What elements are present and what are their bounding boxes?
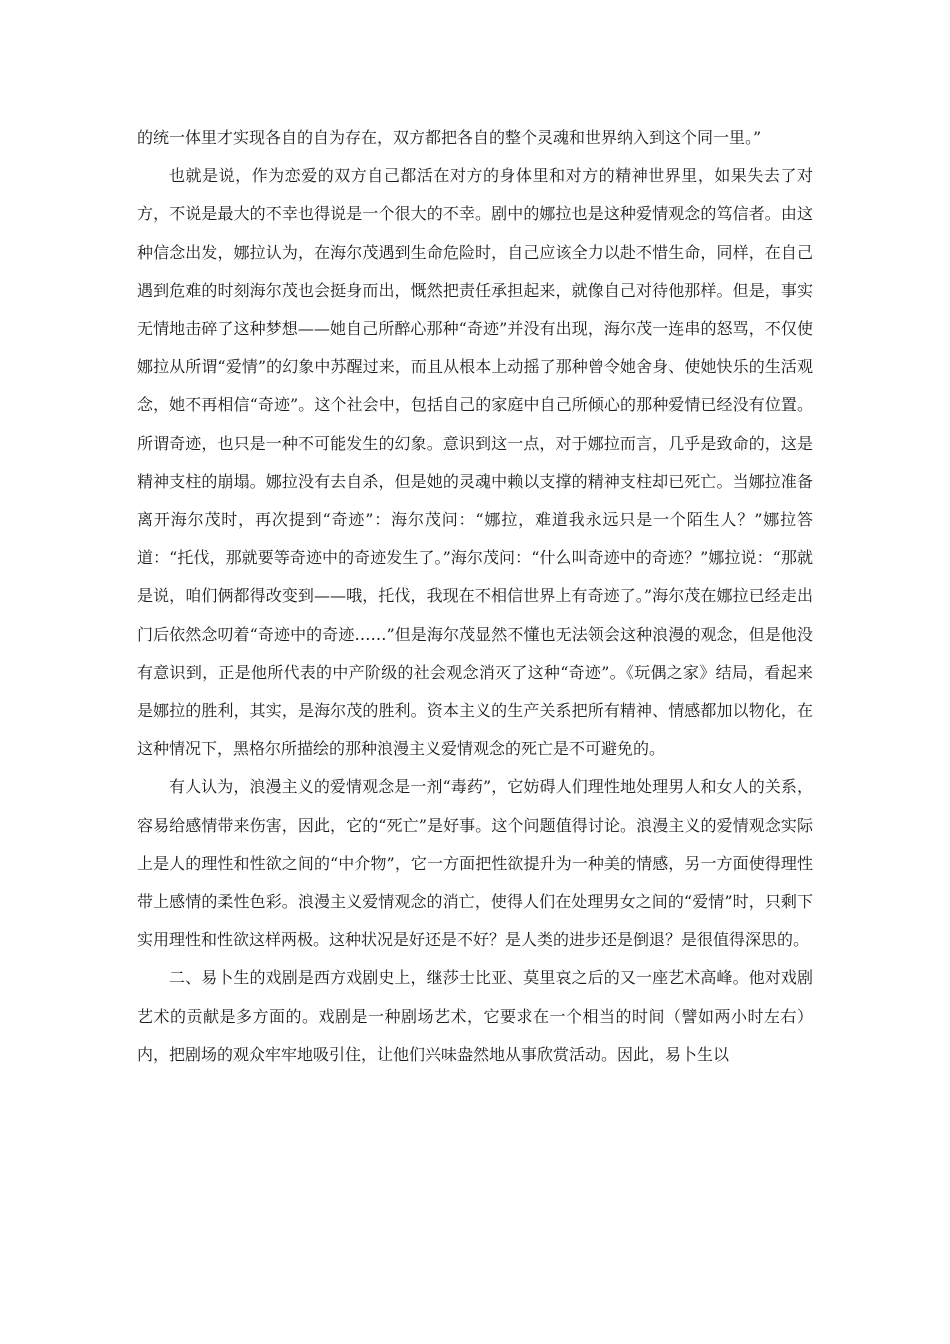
paragraph-ibsen-drama: 二、易卜生的戏剧是西方戏剧史上，继莎士比亚、莫里哀之后的又一座艺术高峰。他对戏剧艺术的贡献是多方面的。戏剧是一种剧场艺术，它要求在一个相当的时间（譬如两小时左右）内，把剧场的观众牢牢地吸引住，让他们兴味盎然地从事欣赏活动。因此，易卜生以: [137, 968, 813, 1064]
document-page: [137, 119, 813, 1074]
paragraph-quote-ending: 的统一体里才实现各自的自为存在，双方都把各自的整个灵魂和世界纳入到这个同一里。”: [137, 128, 762, 147]
paragraph-nora-miracle: 也就是说，作为恋爱的双方自己都活在对方的身体里和对方的精神世界里，如果失去了对方，不说是最大的不幸也得说是一个很大的不幸。剧中的娜拉也是这种爱情观念的笃信者。由这种信念出发，娜拉认为，在海尔茂遇到生命危险时，自己应该全力以赴不惜生命，同样，在自己遇到危难的时刻海尔茂也会挺身而出，慨然把责任承担起来，就像自己对待他那样。但是，事实无情地击碎了这种梦想——她自己所醉心那种“奇迹”并没有出现，海尔茂一连串的怒骂，不仅使娜拉从所谓“爱情”的幻象中苏醒过来，而且从根本上动摇了那种曾令她舍身、使她快乐的生活观念，她不再相信“奇迹”。这个社会中，包括自己的家庭中自己所倾心的那种爱情已经没有位置。所谓奇迹，也只是一种不可能发生的幻象。意识到这一点，对于娜拉而言，几乎是致命的，这是精神支柱的崩塌。娜拉没有去自杀，但是她的灵魂中赖以支撑的精神支柱却已死亡。当娜拉准备离开海尔茂时，再次提到“奇迹”：海尔茂问：“娜拉，难道我永远只是一个陌生人？”娜拉答道：“托伐，那就要等奇迹中的奇迹发生了。”海尔茂问：“什么叫奇迹中的奇迹？”娜拉说：“那就是说，咱们俩都得改变到——哦，托伐，我现在不相信世界上有奇迹了。”海尔茂在娜拉已经走出门后依然念叨着“奇迹中的奇迹……”但是海尔茂显然不懂也无法领会这种浪漫的观念，但是他没有意识到，正是他所代表的中产阶级的社会观念消灭了这种“奇迹”。《玩偶之家》结局，看起来是娜拉的胜利，其实，是海尔茂的胜利。资本主义的生产关系把所有精神、情感都加以物化，在这种情况下，黑格尔所描绘的那种浪漫主义爱情观念的死亡是不可避免的。: [137, 166, 813, 759]
paragraph-romantic-love: 有人认为，浪漫主义的爱情观念是一剂“毒药”，它妨碍人们理性地处理男人和女人的关系，容易给感情带来伤害，因此，它的“死亡”是好事。这个问题值得讨论。浪漫主义的爱情观念实际上是人的理性和性欲之间的“中介物”，它一方面把性欲提升为一种美的情感，另一方面使得理性带上感情的柔性色彩。浪漫主义爱情观念的消亡，使得人们在处理男女之间的“爱情”时，只剩下实用理性和性欲这样两极。这种状况是好还是不好？是人类的进步还是倒退？是很值得深思的。: [137, 777, 813, 950]
